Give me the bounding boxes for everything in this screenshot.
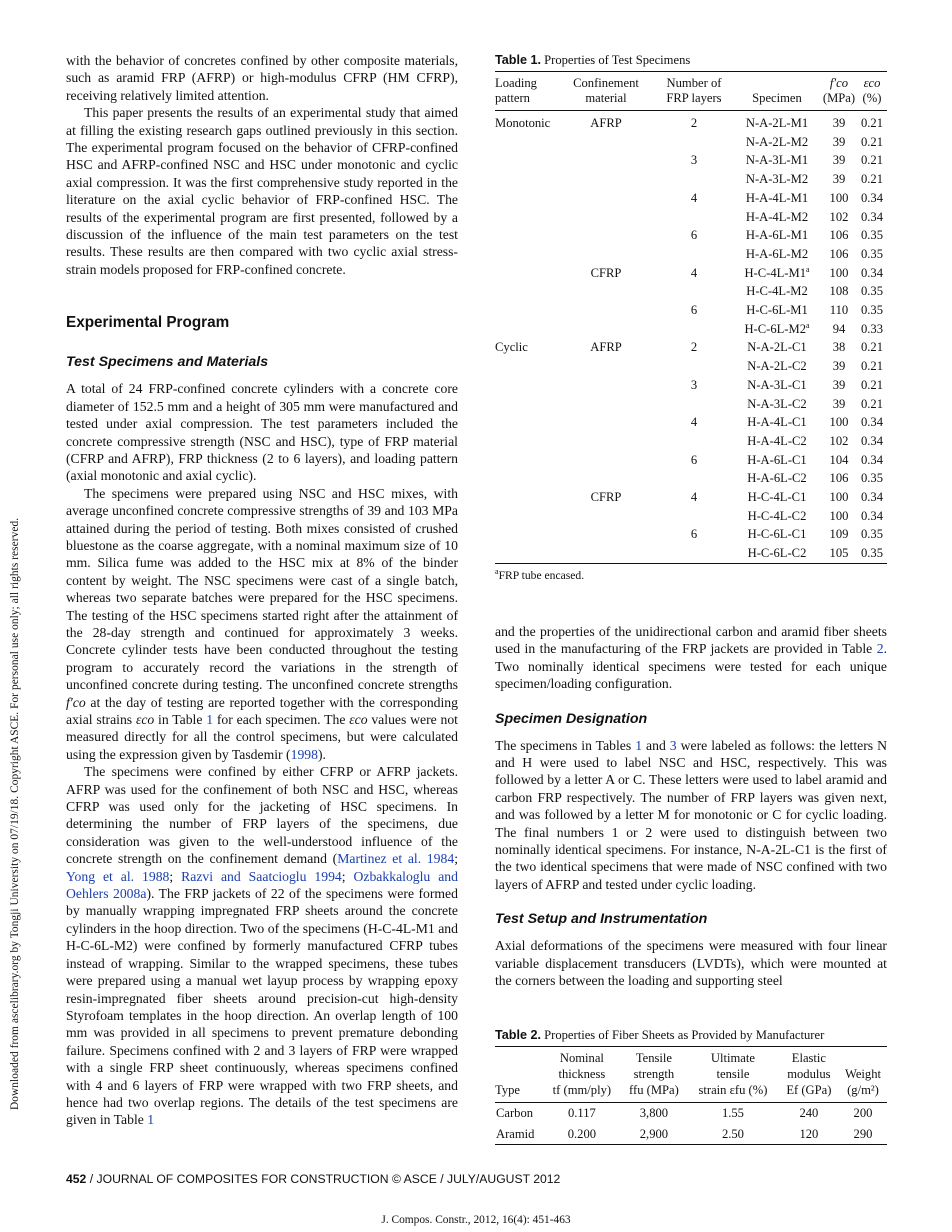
download-notice-text: Downloaded from ascelibrary.org by Tongji University on 07/19/18. Copyright ASCE. For personal use only; all rights reserved. (9, 517, 21, 1110)
col-header: Nominal thickness tf (mm/ply) (543, 1047, 621, 1102)
table-row (495, 282, 887, 301)
cell-pattern (495, 133, 557, 152)
cell-material: AFRP (590, 116, 622, 130)
cell-specimen: H-C-4L-M1$^a$ (744, 264, 810, 280)
table-row (495, 395, 887, 414)
cell-layers: 4 (690, 190, 698, 205)
cell-eco: 0.34 (860, 415, 884, 430)
cell-pattern (495, 151, 557, 170)
table-row (495, 1124, 887, 1145)
table1-header-row (495, 72, 887, 111)
col-header: Specimen (733, 72, 821, 111)
table-row (495, 507, 887, 526)
cell-pattern (495, 395, 557, 414)
cell-eco: 0.21 (860, 134, 884, 149)
table-row (495, 544, 887, 563)
col-header: Elastic modulus Ef (GPa) (779, 1047, 839, 1102)
cell-material (557, 245, 655, 264)
cell-pattern (495, 320, 557, 339)
cell-layers: 6 (690, 228, 698, 243)
cell-fco: 106 (829, 228, 849, 243)
cell-specimen: N-A-3L-C1 (747, 377, 807, 392)
table-row (495, 376, 887, 395)
cell-specimen: H-A-4L-M1 (745, 190, 809, 205)
cell-specimen: H-A-4L-M2 (745, 209, 809, 224)
section-heading: Experimental Program (66, 314, 230, 332)
page-number: 452 (66, 1172, 87, 1186)
cell-fco: 39 (832, 396, 846, 411)
footnote-mark: a (806, 264, 810, 274)
cell-pattern (495, 507, 557, 526)
cell-material (557, 395, 655, 414)
cell-layers (655, 544, 733, 563)
cell-pattern (495, 208, 557, 227)
cell-eco: 0.34 (860, 190, 884, 205)
cell-thickness: 0.200 (543, 1124, 621, 1145)
cell-fco: 39 (832, 172, 846, 187)
journal-info: / JOURNAL OF COMPOSITES FOR CONSTRUCTION © ASCE / JULY/AUGUST 2012 (86, 1172, 561, 1186)
cell-eco: 0.21 (860, 359, 884, 374)
cell-layers (655, 170, 733, 189)
table-row (495, 226, 887, 245)
cell-pattern (495, 432, 557, 451)
paragraph: with the behavior of concretes confined by other composite materials, such as aramid FRP (AFRP) or high-modulus CFRP (HM CFRP), receiving relatively limited attention. (66, 53, 458, 103)
cell-strength: 2,900 (621, 1124, 687, 1145)
cell-material (557, 208, 655, 227)
cell-fco: 100 (829, 490, 849, 505)
cell-layers: 3 (690, 377, 698, 392)
cell-material (557, 189, 655, 208)
cell-fco: 100 (829, 265, 849, 280)
cell-eco: 0.35 (860, 246, 884, 261)
citation-line: J. Compos. Constr., 2012, 16(4): 451-463 (381, 1214, 571, 1226)
footnote-mark: a (806, 320, 810, 330)
table-row (495, 264, 887, 283)
cell-specimen: H-C-6L-C2 (733, 544, 821, 563)
cell-eco: 0.35 (860, 284, 884, 299)
cell-pattern (495, 376, 557, 395)
fco-symbol: f′co (66, 694, 86, 710)
col-header: εco (%) (857, 72, 887, 111)
cell-layers (655, 469, 733, 488)
cell-specimen: N-A-2L-C2 (747, 359, 807, 374)
cell-layers: 6 (690, 303, 698, 318)
cell-layers: 2 (690, 340, 698, 355)
table-link[interactable]: 1 (147, 1112, 155, 1128)
cell-layers (655, 507, 733, 526)
table-link[interactable]: 1 (635, 737, 643, 753)
cell-pattern (495, 469, 557, 488)
right-column (495, 52, 887, 1145)
citation-link[interactable]: 1998 (290, 746, 318, 762)
cell-layers: 4 (690, 265, 698, 280)
left-column (66, 52, 458, 1129)
cell-fco: 39 (832, 116, 846, 130)
col-header: Number of FRP layers (655, 72, 733, 111)
cell-pattern: Cyclic (495, 340, 528, 355)
table-row (495, 451, 887, 470)
cell-eco: 0.21 (860, 396, 884, 411)
cell-eco: 0.21 (860, 172, 884, 187)
cell-eco: 0.34 (860, 209, 884, 224)
cell-layers (655, 320, 733, 339)
download-notice (0, 0, 20, 1232)
cell-strain: 1.55 (721, 1106, 744, 1121)
col-header: Ultimate tensile strain εfu (%) (687, 1047, 779, 1102)
cell-fco: 109 (829, 527, 849, 542)
cell-layers (655, 395, 733, 414)
cell-material (557, 469, 655, 488)
table-row (495, 432, 887, 451)
cell-layers: 4 (690, 415, 698, 430)
cell-pattern (495, 170, 557, 189)
cell-pattern (495, 357, 557, 376)
cell-pattern (495, 525, 557, 544)
cell-pattern (495, 488, 557, 507)
table-row (495, 469, 887, 488)
cell-specimen: H-C-4L-C1 (747, 490, 807, 505)
cell-eco: 0.21 (860, 340, 884, 355)
table-link[interactable]: 3 (669, 737, 677, 753)
cell-layers (655, 208, 733, 227)
cell-specimen: H-A-4L-C2 (747, 433, 807, 448)
table-row (495, 1103, 887, 1124)
cell-fco: 100 (829, 508, 849, 523)
cell-specimen: N-A-2L-C1 (747, 340, 807, 355)
cell-material (557, 151, 655, 170)
table-row (495, 151, 887, 170)
cell-type: Aramid (495, 1124, 543, 1145)
cell-material (557, 226, 655, 245)
cell-specimen: N-A-2L-M2 (745, 134, 809, 149)
cell-material (557, 413, 655, 432)
cell-layers: 6 (690, 452, 698, 467)
cell-fco: 94 (832, 321, 846, 336)
cell-material: AFRP (590, 340, 622, 355)
col-header: Confinement material (557, 72, 655, 111)
cell-pattern (495, 245, 557, 264)
cell-pattern (495, 226, 557, 245)
cell-specimen: N-A-3L-C2 (747, 396, 807, 411)
cell-pattern (495, 282, 557, 301)
cell-fco: 106 (829, 471, 849, 486)
cell-eco: 0.35 (860, 228, 884, 243)
cell-eco: 0.35 (857, 544, 887, 563)
subsection-heading: Specimen Designation (495, 710, 648, 727)
cell-material (557, 451, 655, 470)
col-header: f′co (MPa) (821, 72, 857, 111)
table-row (495, 320, 887, 339)
table-row (495, 357, 887, 376)
cell-eco: 0.35 (860, 303, 884, 318)
table2-header-row (495, 1047, 887, 1102)
cell-fco: 39 (832, 134, 846, 149)
cell-eco: 0.34 (860, 490, 884, 505)
cell-material (557, 432, 655, 451)
cell-eco: 0.21 (860, 116, 884, 130)
citation-link[interactable]: Ozbakkaloglu and Oehlers 2008a (66, 868, 458, 902)
cell-material: CFRP (590, 265, 622, 280)
cell-layers (655, 357, 733, 376)
cell-specimen: H-C-4L-M2 (746, 284, 808, 299)
subsection-heading: Test Setup and Instrumentation (495, 911, 708, 928)
table-row (495, 413, 887, 432)
cell-specimen: H-C-6L-C1 (747, 527, 807, 542)
cell-material (557, 282, 655, 301)
cell-layers (655, 432, 733, 451)
cell-pattern (495, 189, 557, 208)
table-row (495, 525, 887, 544)
cell-fco: 110 (829, 303, 849, 318)
col-header: Weight (g/m²) (839, 1047, 887, 1102)
cell-specimen: H-A-6L-C2 (747, 471, 807, 486)
cell-pattern (495, 451, 557, 470)
citation-link[interactable]: Razvi and Saatcioglu 1994 (181, 868, 342, 884)
cell-material: CFRP (590, 490, 622, 505)
cell-layers (655, 133, 733, 152)
cell-eco: 0.35 (860, 527, 884, 542)
table2 (495, 1047, 887, 1145)
table-link[interactable]: 1 (206, 712, 214, 727)
paragraph: and the properties of the unidirectional carbon and aramid fiber sheets used in the manufacturing of the FRP jackets are provided in Table 2. Two nominally identical specimens were tested for each unique specimen/loading configuration. (495, 623, 887, 692)
col-header: Type (495, 1047, 543, 1102)
citation-link[interactable]: Yong et al. 1988 (66, 868, 170, 884)
table-row (495, 301, 887, 320)
cell-fco: 105 (821, 544, 857, 563)
col-header: Tensile strength ffu (MPa) (621, 1047, 687, 1102)
table1-caption: Table 1. Properties of Test Specimens (495, 53, 887, 72)
table-link[interactable]: 2 (876, 641, 884, 657)
cell-eco: 0.34 (860, 508, 884, 523)
cell-fco: 102 (829, 433, 849, 448)
table-row (495, 488, 887, 507)
cell-pattern (495, 264, 557, 283)
table-row (495, 133, 887, 152)
cell-layers: 6 (690, 527, 698, 542)
cell-eco: 0.34 (860, 433, 884, 448)
cell-thickness: 0.117 (567, 1106, 596, 1121)
cell-weight: 200 (853, 1106, 873, 1121)
table-row (495, 338, 887, 357)
cell-specimen: H-A-6L-C1 (747, 452, 807, 467)
cell-pattern (495, 544, 557, 563)
cell-specimen: N-A-3L-M2 (745, 172, 809, 187)
page-footer (66, 1172, 560, 1186)
cell-specimen: H-A-6L-M2 (745, 246, 809, 261)
cell-pattern (495, 413, 557, 432)
table-row (495, 111, 887, 133)
cell-modulus: 120 (779, 1124, 839, 1145)
table-row (495, 189, 887, 208)
cell-layers: 3 (690, 153, 698, 168)
cell-specimen: H-A-6L-M1 (745, 228, 809, 243)
cell-specimen: H-C-6L-M2$^a$ (744, 320, 810, 336)
col-header: Loading pattern (495, 72, 557, 111)
cell-strain: 2.50 (687, 1124, 779, 1145)
cell-specimen: H-A-4L-C1 (747, 415, 807, 430)
cell-pattern: Monotonic (495, 116, 551, 130)
cell-layers: 4 (690, 490, 698, 505)
paragraph: Axial deformations of the specimens were measured with four linear variable displacement transducers (LVDTs), which were mounted at the corners between the loading and supporting steel (495, 938, 887, 988)
cell-fco: 104 (829, 452, 849, 467)
cell-eco: 0.35 (860, 471, 884, 486)
cell-fco: 100 (829, 190, 849, 205)
table2-caption: Table 2. Properties of Fiber Sheets as Provided by Manufacturer (495, 1028, 887, 1047)
paragraph: The specimens were confined by either CFRP or AFRP jackets. AFRP was used for the confinement of both NSC and HSC, whereas CFRP was used only for the jacketing of HSC specimens. In determining the number of FRP layers of the specimens, due consideration was given to the well-understood influence of the concrete strength on the confinement demand (Martinez et al. 1984; Yong et al. 1988; Razvi and Saatcioglu 1994; Ozbakkaloglu and Oehlers 2008a). The FRP jackets of 22 of the specimens were formed by manually wrapping impregnated FRP sheets around the concrete cylinders in the hoop direction. Two of the specimens (H-C-4L-M1 and H-C-6L-M2) were confined by formerly manufactured CFRP tubes instead of wrapping. Similar to the wrapped specimens, these tubes were prepared using a manual wet layup process by wrapping epoxy resin-impregnated fiber sheets around precision-cut high-density Styrofoam templates in the hoop direction. An overlap length of 100 mm was provided in all specimens to prevent premature debonding failure. Specimens confined with 2 and 3 layers of FRP were wrapped with a single FRP sheet continuously, whereas specimens confined with 4 and 6 layers of FRP were wrapped with two FRP sheets, and hence had two overlap regions. The details of the test specimens are given in Table 1 (66, 764, 458, 1128)
cell-layers (655, 245, 733, 264)
cell-modulus: 240 (799, 1106, 819, 1121)
cell-fco: 108 (829, 284, 849, 299)
cell-fco: 102 (829, 209, 849, 224)
table-row (495, 208, 887, 227)
cell-fco: 100 (829, 415, 849, 430)
paragraph: The specimens in Tables 1 and 3 were labeled as follows: the letters N and H were used to label NSC and HSC, respectively. This was followed by a letter A or C. These letters were used to label aramid and carbon FRP respectively. The number of FRP layers was given next, and was followed by a letter M for monotonic or C for cyclic loading. The final numbers 1 or 2 were used to distinguish between two nominally identical specimens. For instance, N-A-2L-C1 is the first of the two identical specimens that were made of NSC confined with two layers of AFRP and tested under cyclic loading. (495, 737, 887, 892)
cell-specimen: N-A-2L-M1 (745, 116, 809, 130)
cell-material (557, 507, 655, 526)
cell-material (557, 376, 655, 395)
subsection-heading: Test Specimens and Materials (66, 354, 269, 371)
table1 (495, 72, 887, 564)
cell-specimen: H-C-4L-C2 (747, 508, 807, 523)
paragraph: This paper presents the results of an experimental study that aimed at filling the existing research gaps outlined previously in this section. The experimental program focused on the behavior of CFRP-confined HSC and AFRP-confined NSC and HSC under monotonic and cyclic axial compression. It was the first comprehensive study reported in the literature on the axial cyclic behavior of FRP-confined HSC. The results of the experimental program are first presented, followed by a discussion of the influence of the main test parameters on the test results. These results are then compared with two cyclic axial stress-strain models proposed for FRP-confined concrete. (66, 105, 458, 277)
cell-fco: 39 (832, 377, 846, 392)
cell-material (557, 320, 655, 339)
eco-symbol: εco (349, 712, 368, 727)
cell-fco: 39 (832, 359, 846, 374)
citation-link[interactable]: Martinez et al. 1984 (337, 851, 455, 867)
cell-material (557, 133, 655, 152)
cell-pattern (495, 301, 557, 320)
cell-fco: 39 (832, 153, 846, 168)
cell-layers: 2 (690, 116, 698, 130)
cell-eco: 0.21 (860, 153, 884, 168)
eco-symbol: εco (135, 712, 155, 727)
table-row (495, 170, 887, 189)
cell-type: Carbon (496, 1106, 534, 1121)
cell-specimen: N-A-3L-M1 (745, 153, 809, 168)
cell-material (557, 170, 655, 189)
cell-fco: 38 (832, 340, 846, 355)
table-row (495, 245, 887, 264)
cell-eco: 0.33 (860, 321, 884, 336)
cell-weight: 290 (839, 1124, 887, 1145)
paragraph: The specimens were prepared using NSC and HSC mixes, with average unconfined concrete compressive strengths of 39 and 103 MPa attained during the period of testing. Both mixes consisted of crushed bluestone as the coarse aggregate, with a nominal maximum size of 10 mm. Silica fume was added to the HSC mix at 8% of the binder content by weight. The NSC specimens were cast of a single batch, whereas two separate batches were prepared for the HSC specimens. The testing of the HSC specimens started right after the attainment of the 28-day strength and continued for approximately 3 weeks. Concrete cylinder tests have been conducted throughout the testing program to accurately record the variations in the strength of unconfined concrete during testing. The unconfined concrete strengths f′co at the day of testing are reported together with the corresponding axial strains εco in Table 1 for each specimen. The εco values were not measured directly for all the control specimens, but were calculated using the expression given by Tasdemir (1998). (66, 485, 458, 762)
cell-strength: 3,800 (639, 1106, 669, 1121)
cell-eco: 0.21 (860, 377, 884, 392)
cell-material (557, 525, 655, 544)
cell-layers (655, 282, 733, 301)
cell-eco: 0.34 (860, 452, 884, 467)
cell-material (557, 544, 655, 563)
table1-footnote: $^a$FRP tube encased. (495, 566, 585, 582)
cell-eco: 0.34 (860, 265, 884, 280)
cell-material (557, 357, 655, 376)
cell-fco: 106 (829, 246, 849, 261)
paragraph: A total of 24 FRP-confined concrete cylinders with a concrete core diameter of 152.5 mm and a height of 305 mm were manufactured and tested under axial compression. The test parameters included the concrete compressive strength (NSC and HSC), type of FRP material (CFRP and AFRP), FRP thickness (2 to 6 layers), and loading pattern (axial monotonic and axial cyclic). (66, 381, 458, 484)
cell-material (557, 301, 655, 320)
cell-specimen: H-C-6L-M1 (746, 303, 808, 318)
